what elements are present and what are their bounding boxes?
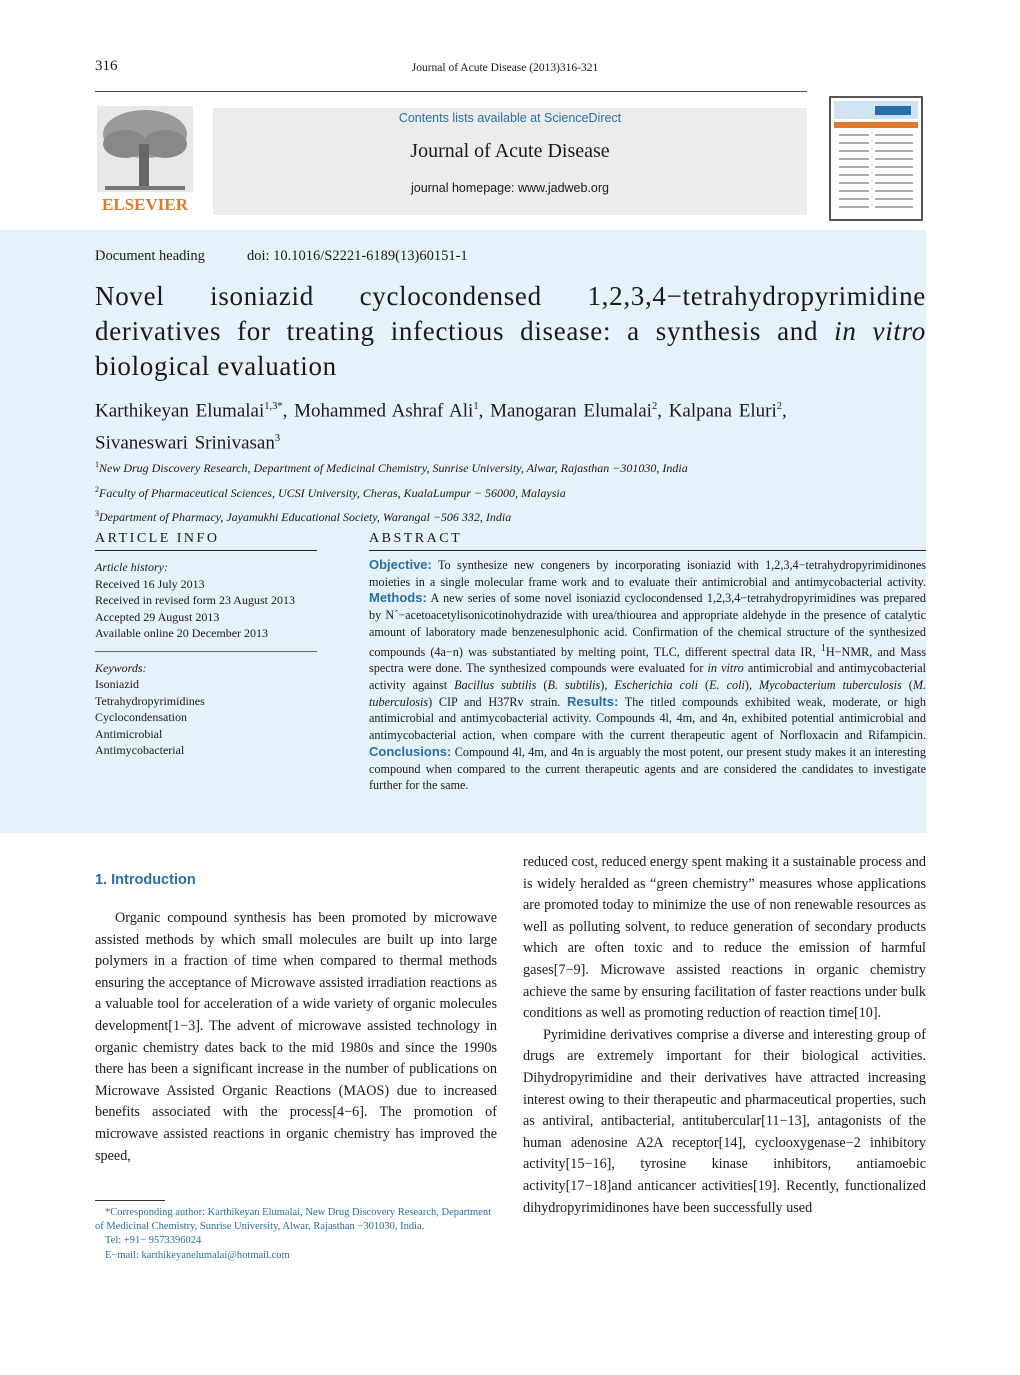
abstract-heading: ABSTRACT (369, 531, 463, 546)
abstract (369, 531, 926, 794)
article-history: Article history: Received 16 July 2013 Received in revised form 23 August 2013 Accepted 29 August 2013 Available online 20 December 2013 (95, 560, 295, 640)
body-column-right (523, 852, 926, 1219)
author: Manogaran Elumalai (490, 400, 652, 422)
page-number: 316 (95, 58, 118, 74)
citation-link[interactable]: [10] (853, 1005, 878, 1022)
author: Karthikeyan Elumalai (95, 400, 265, 422)
affiliation: $^1$New Drug Discovery Research, Department of Medicinal Chemistry, Sunrise University, Alwar, Rajasthan −301030, India (95, 460, 688, 475)
doi[interactable]: doi: 10.1016/S2221-6189(13)60151-1 (246, 248, 468, 264)
citation-link[interactable]: [7−9] (553, 961, 586, 978)
article-title: Novel isoniazid cyclocondensed 1,2,3,4−tetrahydropyrimidine derivatives for treating infectious disease: a synthesis and in vitro biological evaluation (95, 281, 926, 381)
citation-link[interactable]: [15−16] (565, 1156, 612, 1173)
elsevier-logo (95, 104, 195, 216)
body-paragraph: reduced cost, reduced energy spent making it a sustainable process and is widely heralded as “green chemistry” measures whose applications are promoted today to minimize the use of non renewable resources as well as polluting solvent, to reduce generation of secondary products which are often toxic and to reduce the emission of harmful gases[7−9]. Microwave assisted reactions in organic chemistry achieve the same by ensuring facilitation of faster reactions under bulk conditions as well as promoting reduction of reaction time[10]. (523, 854, 926, 1022)
author: Sivaneswari Srinivasan (95, 432, 275, 454)
elsevier-tree-icon (95, 104, 195, 216)
citation-link[interactable]: [17−18] (565, 1177, 612, 1194)
body-column-left (95, 852, 497, 1167)
author-phone: Tel: +91− 9573396024 (105, 1235, 202, 1247)
footnote-rule (95, 1200, 165, 1201)
header-rule (95, 91, 807, 92)
journal-banner (213, 108, 807, 215)
citation-link[interactable]: [19] (753, 1177, 777, 1194)
abstract-text: Objective: To synthesize new congeners by incorporating isoniazid with 1,2,3,4−tetrahydropyrimidinones moieties in a single molecular frame work and to evaluate their antimicrobial and antimycobacterial activity. Methods: A new series of some novel isoniazid cyclocondensed 1,2,3,4−tetrahydropyrimidines was prepared by N´−acetoacetylisonicotinohydrazide with urea/thiourea and appropriate aldehyde in the presence of catalytic amount of laboratory made benzenesulphonic acid. Confirmation of the chemical structure of the synthesized compounds (4a−n) was substantiated by melting point, TLC, different spectral data IR, $^1$H−NMR, and Mass spectra were done. The synthesized compounds were evaluated for in vitro antimicrobial and antimycobacterial activity against Bacillus subtilis (B. subtilis), Escherichia coli (E. coli), Mycobacterium tuberculosis (M. tuberculosis) CIP and H37Rv strain. Results: The titled compounds exhibited weak, moderate, or high antimicrobial and antimycobacterial activity. Compounds 4l, 4m, and 4n, exhibited potential antimicrobial and antimycobacterial action, when compare with the current therapeutic agent of Norfloxacin and Rifampicin. Conclusions: Compound 4l, 4m, and 4n is arguably the most potent, our present study makes it an interesting compound when compared to the current therapeutic agents and are considered the candidates to investigate further for the same. (369, 557, 927, 793)
affiliation: $^2$Faculty of Pharmaceutical Sciences, UCSI University, Cheras, KualaLumpur − 56000, Malaysia (95, 485, 566, 500)
article-info-heading: ARTICLE INFO (95, 531, 220, 546)
sciencedirect-link[interactable]: Contents lists available at ScienceDirect (398, 111, 622, 125)
corresponding-author-note: *Corresponding author: Karthikeyan Elumalai, New Drug Discovery Research, Department of Medicinal Chemistry, Sunrise University, Alwar, Rajasthan −301030, India. (95, 1207, 492, 1233)
body-paragraph: Pyrimidine derivatives comprise a diverse and interesting group of drugs are extremely important for their biological activities. Dihydropyrimidine and their derivatives have attracted increasing interest owing to their therapeutic and pharmaceutical properties, such as antiviral, antibacterial, antitubercular[11−13], antagonists of the human adenosine A2A receptor[14], cyclooxygenase−2 inhibitory activity[15−16], tyrosine kinase inhibitors, antiamoebic activity[17−18]and anticancer activities[19]. Recently, functionalized dihydropyrimidinones have been successfully used (523, 1026, 927, 1216)
keywords: Keywords: Isoniazid Tetrahydropyrimidines Cyclocondensation Antimicrobial Antimycobacterial (95, 660, 205, 757)
journal-name: Journal of Acute Disease (410, 140, 610, 162)
footnote (95, 1206, 497, 1263)
section-heading-introduction: 1. Introduction (95, 872, 196, 888)
running-head: Journal of Acute Disease (2013)316-321 (411, 62, 599, 74)
body-paragraph: Organic compound synthesis has been promoted by microwave assisted methods by which small molecules are built up into large polymers in a fraction of time when compared to thermal methods ensuring the acceptance of Microwave assisted irradiation reactions as a valuable tool for acceleration of a wide variety of organic molecules development[1−3]. The advent of microwave assisted technology in organic chemistry dates back to the mid 1980s and since the 1990s there has been a significant increase in the number of publications on Microwave Assisted Organic Reactions (MAOS) due to increased benefits associated with the process[4−6]. The promotion of microwave assisted reactions in organic chemistry has improved the speed, (95, 910, 497, 1164)
citation-link[interactable]: [14] (718, 1134, 743, 1151)
journal-cover-thumbnail (829, 96, 923, 221)
citation-link[interactable]: [4−6] (332, 1104, 364, 1121)
author: Mohammed Ashraf Ali (294, 400, 474, 422)
journal-homepage[interactable]: journal homepage: www.jadweb.org (410, 181, 610, 195)
author-email[interactable]: E−mail: karthikeyanelumalai@hotmail.com (105, 1249, 290, 1261)
document-heading-row (95, 248, 468, 265)
document-heading: Document heading (95, 248, 205, 264)
citation-link[interactable]: [11−13] (761, 1113, 807, 1130)
author: Kalpana Eluri (668, 400, 777, 422)
author-list: Karthikeyan Elumalai$^{1,3*}$, Mohammed Ashraf Ali$^1$, Manogaran Elumalai$^2$, Kalpana Eluri$^2$, Sivaneswari Srinivasan$^3$ (95, 400, 787, 454)
elsevier-wordmark: ELSEVIER (102, 195, 188, 214)
article-info (95, 531, 317, 759)
affiliation: $^3$Department of Pharmacy, Jayamukhi Educational Society, Warangal −506 332, India (95, 509, 512, 524)
citation-link[interactable]: [1−3] (168, 1017, 200, 1034)
cover-image-icon (831, 98, 921, 219)
